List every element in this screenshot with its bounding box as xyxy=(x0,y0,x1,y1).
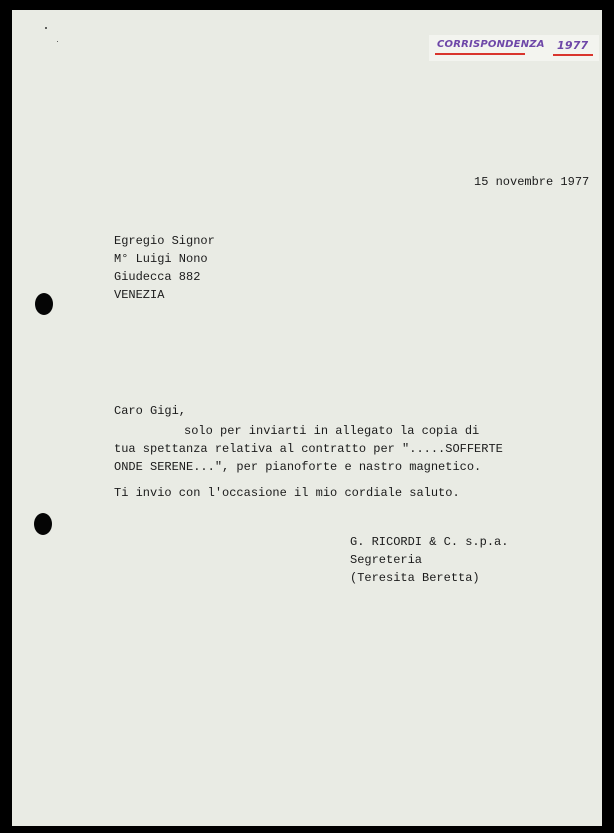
salutation: Caro Gigi, xyxy=(114,404,187,418)
body-line: tua spettanza relativa al contratto per ".....SOFFERTE xyxy=(114,442,503,456)
recipient-line: Giudecca 882 xyxy=(114,270,201,284)
signature-line: G. RICORDI & C. s.p.a. xyxy=(350,535,509,549)
archive-tab-label: CORRISPONDENZA xyxy=(437,39,545,50)
signature-line: Segreteria xyxy=(350,553,423,567)
body-line: solo per inviarti in allegato la copia di xyxy=(184,424,480,438)
closing-line: Ti invio con l'occasione il mio cordiale saluto. xyxy=(114,486,460,500)
paper-speck xyxy=(57,41,58,42)
punch-hole-top xyxy=(35,293,53,315)
letter-page xyxy=(12,10,602,826)
tab-label-underline xyxy=(435,53,525,55)
recipient-line: VENEZIA xyxy=(114,288,165,302)
punch-hole-bottom xyxy=(34,513,52,535)
archive-tab-year: 1977 xyxy=(557,39,589,52)
recipient-line: Egregio Signor xyxy=(114,234,215,248)
archive-tab xyxy=(429,35,599,61)
recipient-line: M° Luigi Nono xyxy=(114,252,208,266)
paper-speck xyxy=(45,27,47,29)
letter-date: 15 novembre 1977 xyxy=(474,175,590,189)
body-line: ONDE SERENE...", per pianoforte e nastro magnetico. xyxy=(114,460,482,474)
signature-line: (Teresita Beretta) xyxy=(350,571,480,585)
tab-year-underline xyxy=(553,54,593,56)
